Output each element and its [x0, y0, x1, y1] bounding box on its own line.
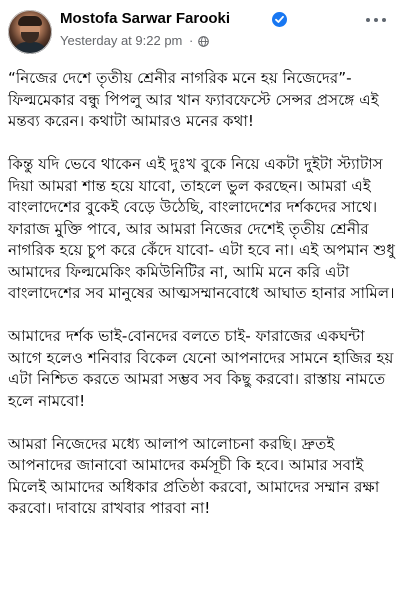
post-text — [8, 68, 396, 520]
post-header — [0, 0, 400, 64]
checkmark-icon — [275, 15, 284, 24]
author-name[interactable]: Mostofa Sarwar Farooki — [60, 10, 231, 27]
post-paragraph-1: “নিজের দেশে তৃতীয় শ্রেনীর নাগরিক মনে হয় নিজেদের”- ফিল্মমেকার বন্ধু পিপলু আর খান ফ্যাবফেস্টে সেন্সর প্রসঙ্গে এই মন্তব্য করেন। কথাটা আমারও মনের কথা! — [8, 69, 379, 130]
avatar-ring — [8, 10, 52, 54]
post-paragraph-3: আমাদের দর্শক ভাই-বোনদের বলতে চাই- ফারাজের একঘন্টা আগে হলেও শনিবার বিকেল যেনো আপনাদের সামনে হাজির হয় এটা নিশ্চিত করতে আমরা সম্ভব সব কিছু করবো। রাস্তায় নামতে হলে নামবো! — [8, 327, 394, 410]
post-paragraph-4: আমরা নিজেদের মধ্যে আলাপ আলোচনা করছি। দ্রুতই আপনাদের জানাবো আমাদের কর্মসূচী কি হবে। আমার সবাই মিলেই আমাদের অধিকার প্রতিষ্ঠা করবো, আমাদের সম্মান রক্ষা করবো। দাবায়ে রাখবার পারবা না! — [8, 434, 380, 517]
post-timestamp[interactable]: Yesterday at 9:22 pm — [60, 33, 183, 48]
meta-separator: · — [189, 33, 194, 48]
post-paragraph-2: কিন্তু যদি ভেবে থাকেন এই দুঃখ বুকে নিয়ে একটা দুইটা স্ট্যাটাস দিয়া আমরা শান্ত হয়ে যাবো, তাহলে ভুল করছেন। আমরা এই বাংলাদেশের বুকেই বেড়ে উঠেছি, বাংলাদেশের দর্শকদের সাথে। ফারাজ মুক্তি পাবে, আর আমরা নিজের দেশেই তৃতীয় শ্রেনীর নাগরিক হয়ে চুপ করে কেঁদে যাবো- এটা হবে না। এই অপমান শুধু আমাদের ফিল্মমেকিং কমিউনিটির না, আমি মনে করি এটা বাংলাদেশের সব মানুষের আত্মসম্মানবোধে আঘাত হানার সামিল। — [8, 155, 396, 302]
author-avatar[interactable] — [8, 10, 52, 54]
globe-icon[interactable] — [198, 36, 209, 47]
more-options-icon[interactable] — [362, 10, 392, 30]
verified-badge-icon — [272, 12, 287, 27]
